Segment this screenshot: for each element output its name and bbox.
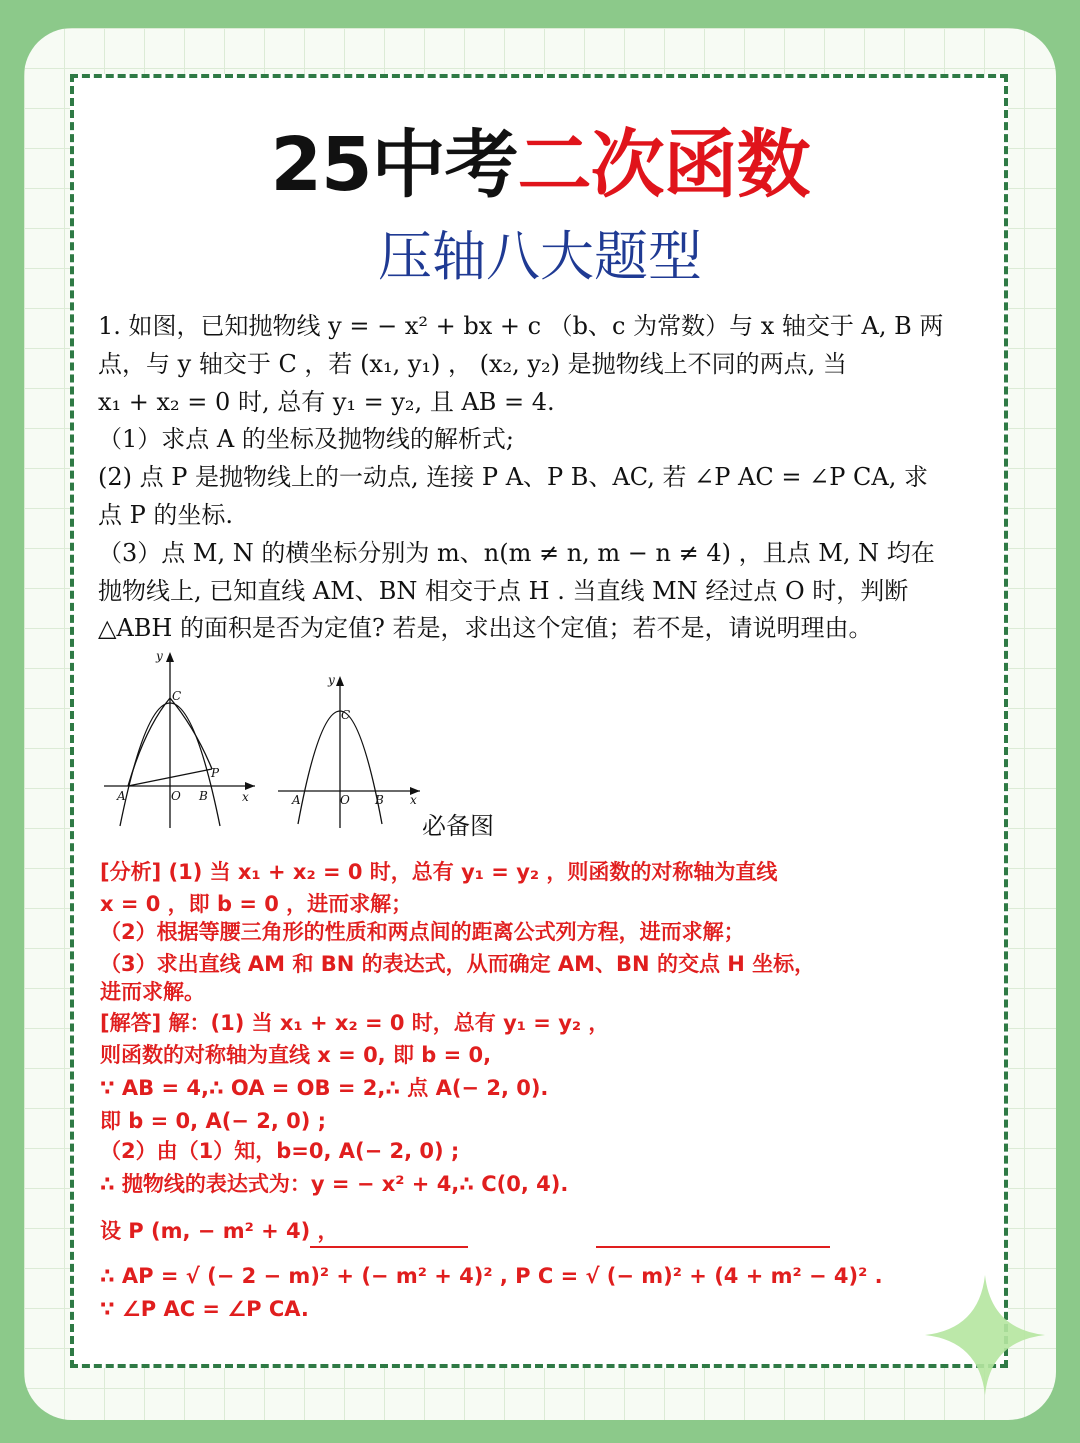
point-label: B bbox=[199, 789, 208, 803]
answer-line: 进而求解。 bbox=[100, 980, 205, 1004]
point-label: B bbox=[375, 793, 384, 807]
page-title bbox=[0, 120, 1080, 210]
answer-line: ∴ AP = √ (− 2 − m)² + (− m² + 4)² , P C = √ (− m)² + (4 + m² − 4)² . bbox=[100, 1264, 883, 1288]
answer-line: ∵ AB = 4,∴ OA = OB = 2,∴ 点 A(− 2, 0). bbox=[100, 1076, 549, 1100]
problem-line: 抛物线上, 已知直线 AM、BN 相交于点 H . 当直线 MN 经过点 O 时，判断 bbox=[98, 576, 909, 605]
axis-label: x bbox=[242, 790, 249, 804]
title-black: 25中考 bbox=[270, 122, 518, 208]
page-subtitle: 压轴八大题型 bbox=[378, 225, 702, 288]
underline bbox=[596, 1246, 830, 1248]
problem-line: 点 P 的坐标. bbox=[98, 500, 234, 529]
problem-line: 1. 如图，已知抛物线 y = − x² + bx + c （b、c 为常数）与 x 轴交于 A, B 两 bbox=[98, 312, 944, 340]
problem-line: (2) 点 P 是抛物线上的一动点, 连接 P A、P B、AC, 若 ∠P AC = ∠P CA, 求 bbox=[98, 463, 928, 492]
answer-line: x = 0 ，即 b = 0 ，进而求解； bbox=[100, 892, 413, 916]
title-red: 二次函数 bbox=[517, 122, 810, 208]
problem-line: （1）求点 A 的坐标及抛物线的解析式; bbox=[98, 425, 514, 454]
axis-label: x bbox=[410, 793, 417, 807]
answer-line: 设 P (m, − m² + 4) ， bbox=[100, 1219, 339, 1243]
sparkle-icon bbox=[920, 1270, 1050, 1400]
answer-line: （2）由（1）知，b=0, A(− 2, 0) ; bbox=[100, 1139, 460, 1163]
point-label: A bbox=[117, 789, 126, 803]
answer-line: （3）求出直线 AM 和 BN 的表达式，从而确定 AM、BN 的交点 H 坐标， bbox=[100, 952, 816, 976]
problem-line: 点，与 y 轴交于 C ，若 (x₁, y₁) ， (x₂, y₂) 是抛物线上不同的两点, 当 bbox=[98, 349, 847, 378]
answer-line: ∵ ∠P AC = ∠P CA. bbox=[100, 1297, 309, 1321]
axis-label: y bbox=[156, 649, 163, 663]
answer-line: 即 b = 0, A(− 2, 0) ; bbox=[100, 1109, 327, 1133]
figure-2-labels bbox=[291, 673, 417, 807]
axis-label: y bbox=[328, 673, 335, 687]
problem-text bbox=[98, 308, 990, 648]
parabola-figures bbox=[100, 648, 430, 833]
point-label: O bbox=[171, 789, 181, 803]
answer-line: [分析] (1) 当 x₁ + x₂ = 0 时，总有 y₁ = y₂ ，则函数的对称轴为直线 bbox=[100, 860, 778, 884]
figure-1-labels bbox=[116, 649, 249, 804]
point-label: P bbox=[211, 766, 220, 780]
figure-caption: 必备图 bbox=[422, 812, 494, 840]
answer-line: [解答] 解：(1) 当 x₁ + x₂ = 0 时，总有 y₁ = y₂ ， bbox=[100, 1011, 610, 1035]
point-label: C bbox=[341, 708, 351, 722]
answer-line: 则函数的对称轴为直线 x = 0, 即 b = 0, bbox=[100, 1043, 492, 1067]
problem-line: △ABH 的面积是否为定值? 若是，求出这个定值；若不是，请说明理由。 bbox=[98, 614, 873, 643]
problem-line: （3）点 M, N 的横坐标分别为 m、n(m ≠ n, m − n ≠ 4) ，且点 M, N 均在 bbox=[98, 538, 935, 567]
point-label: O bbox=[340, 793, 350, 807]
problem-line: x₁ + x₂ = 0 时, 总有 y₁ = y₂, 且 AB = 4. bbox=[98, 387, 555, 416]
underline bbox=[310, 1246, 468, 1248]
point-label: A bbox=[292, 793, 301, 807]
point-label: C bbox=[172, 689, 182, 703]
answer-line: ∴ 抛物线的表达式为：y = − x² + 4,∴ C(0, 4). bbox=[100, 1172, 569, 1196]
answer-line: （2）根据等腰三角形的性质和两点间的距离公式列方程，进而求解； bbox=[100, 920, 745, 944]
